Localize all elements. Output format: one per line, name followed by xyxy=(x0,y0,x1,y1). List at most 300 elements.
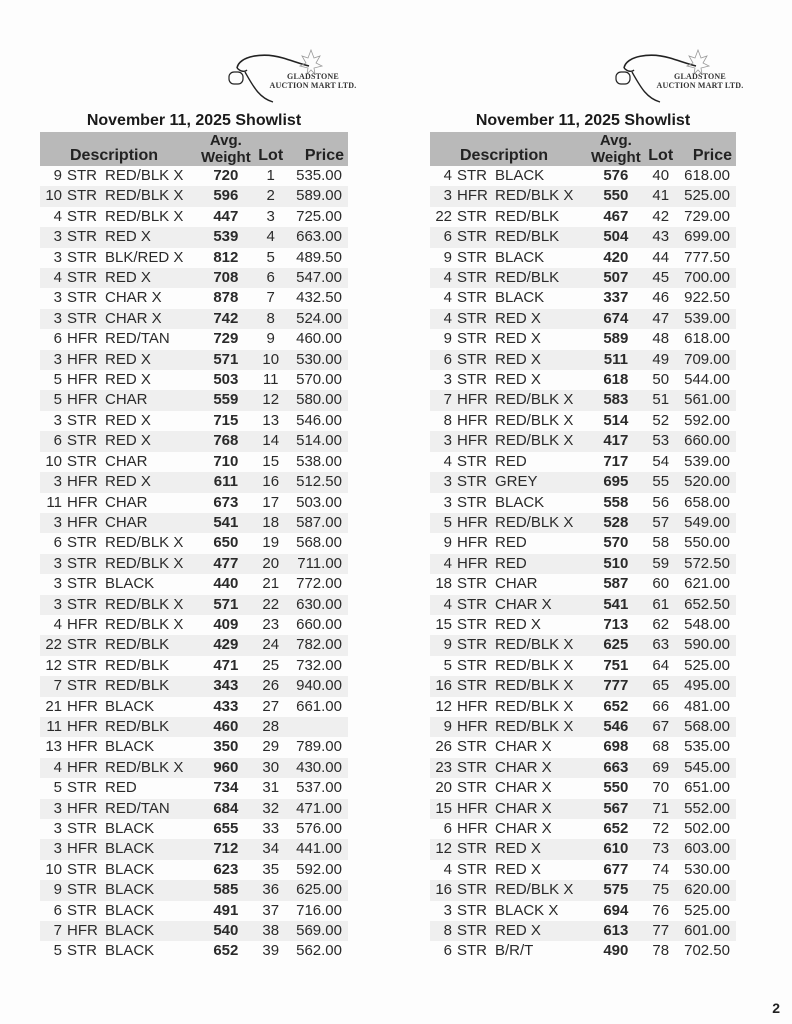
lot-number: 29 xyxy=(262,738,280,756)
sex-class: STR xyxy=(67,881,97,899)
sex-class: STR xyxy=(457,207,487,225)
table-row xyxy=(430,615,736,635)
price: 700.00 xyxy=(684,269,730,287)
head-count: 6 xyxy=(443,350,452,368)
color-desc: BLACK xyxy=(495,248,545,266)
head-count: 3 xyxy=(53,248,62,266)
avg-weight: 695 xyxy=(603,473,629,491)
price xyxy=(291,717,348,737)
table-header-row xyxy=(430,132,736,166)
price: 618.00 xyxy=(684,330,730,348)
sex-class: STR xyxy=(457,922,487,940)
head-count: 9 xyxy=(53,167,62,184)
sex-class: STR xyxy=(67,656,97,674)
table-row xyxy=(40,799,348,819)
price: 530.00 xyxy=(684,860,730,878)
color-desc: BLACK xyxy=(495,167,545,184)
avg-weight: 698 xyxy=(603,738,629,756)
sex-class: STR xyxy=(67,228,97,246)
head-count: 3 xyxy=(53,350,62,368)
color-desc: RED X xyxy=(495,309,541,327)
head-count: 5 xyxy=(53,779,62,797)
sex-class: STR xyxy=(457,371,487,389)
lot-number: 33 xyxy=(262,820,280,837)
price: 702.50 xyxy=(684,942,730,960)
sex-class: HFR xyxy=(67,717,98,735)
avg-weight: 460 xyxy=(213,717,239,735)
lot-number: 76 xyxy=(652,901,670,919)
lot-number: 27 xyxy=(262,697,280,715)
color-desc: B/R/T xyxy=(495,942,534,960)
lot-number: 55 xyxy=(652,473,670,491)
avg-weight: 618 xyxy=(603,371,629,389)
price: 460.00 xyxy=(296,330,342,348)
head-count: 3 xyxy=(53,840,62,858)
avg-weight: 611 xyxy=(213,473,238,491)
table-row xyxy=(430,860,736,880)
lot-number: 54 xyxy=(652,452,670,470)
header-price: Price xyxy=(692,146,732,164)
showlist-table-left xyxy=(40,132,348,962)
head-count: 9 xyxy=(443,330,452,348)
avg-weight: 960 xyxy=(213,758,239,776)
color-desc: RED/BLK X xyxy=(495,656,574,674)
avg-weight: 511 xyxy=(603,350,628,368)
table-row xyxy=(430,166,736,186)
logo-line-2: AUCTION MART LTD. xyxy=(269,81,357,90)
header-price: Price xyxy=(304,146,344,164)
lot-number: 44 xyxy=(652,248,670,266)
avg-weight: 650 xyxy=(213,534,239,552)
price: 562.00 xyxy=(296,942,342,960)
color-desc: RED/BLK X xyxy=(105,187,184,205)
avg-weight: 514 xyxy=(603,411,629,429)
head-count: 5 xyxy=(443,513,452,531)
avg-weight: 587 xyxy=(603,575,629,593)
color-desc: BLACK xyxy=(105,860,155,878)
head-count: 22 xyxy=(45,636,62,654)
lot-number: 73 xyxy=(652,840,670,858)
sex-class: STR xyxy=(67,187,97,205)
sex-class: STR xyxy=(457,840,487,858)
avg-weight: 610 xyxy=(603,840,629,858)
table-row xyxy=(430,513,736,533)
table-row xyxy=(430,676,736,696)
table-row xyxy=(430,533,736,553)
table-row xyxy=(430,227,736,247)
table-header-row xyxy=(40,132,348,166)
color-desc: CHAR xyxy=(105,513,148,531)
table-row xyxy=(40,452,348,472)
avg-weight: 420 xyxy=(603,248,629,266)
color-desc: RED/BLK xyxy=(105,636,170,654)
table-row xyxy=(40,778,348,798)
head-count: 4 xyxy=(53,207,62,225)
sex-class: HFR xyxy=(67,473,98,491)
color-desc: RED X xyxy=(495,350,541,368)
price: 430.00 xyxy=(296,758,342,776)
head-count: 4 xyxy=(443,309,452,327)
table-row xyxy=(40,901,348,921)
sex-class: STR xyxy=(67,452,97,470)
head-count: 3 xyxy=(53,513,62,531)
lot-number: 72 xyxy=(652,820,670,837)
sex-class: HFR xyxy=(67,391,98,409)
page-title: November 11, 2025 Showlist xyxy=(475,112,691,129)
price: 772.00 xyxy=(296,575,342,593)
price: 725.00 xyxy=(296,207,342,225)
avg-weight: 570 xyxy=(603,534,629,552)
lot-number: 66 xyxy=(652,697,670,715)
color-desc: RED/BLK X xyxy=(105,207,184,225)
sex-class: HFR xyxy=(67,330,98,348)
table-row xyxy=(430,288,736,308)
table-row xyxy=(430,329,736,349)
avg-weight: 742 xyxy=(213,309,239,327)
lot-number: 14 xyxy=(262,432,280,450)
avg-weight: 694 xyxy=(603,901,629,919)
lot-number: 56 xyxy=(652,493,670,511)
lot-number: 24 xyxy=(262,636,280,654)
header-avg: Avg. xyxy=(209,132,242,149)
lot-number: 5 xyxy=(266,248,275,266)
price: 661.00 xyxy=(296,697,342,715)
lot-number: 46 xyxy=(652,289,670,307)
color-desc: BLACK X xyxy=(495,901,559,919)
lot-number: 64 xyxy=(652,656,670,674)
price: 441.00 xyxy=(296,840,342,858)
price: 525.00 xyxy=(684,187,730,205)
table-row xyxy=(430,901,736,921)
table-row xyxy=(430,737,736,757)
header-lot: Lot xyxy=(258,146,284,164)
sex-class: STR xyxy=(457,309,487,327)
lot-number: 71 xyxy=(652,799,670,817)
sex-class: HFR xyxy=(457,799,488,817)
sex-class: STR xyxy=(457,350,487,368)
table-row xyxy=(430,309,736,329)
table-row xyxy=(430,350,736,370)
avg-weight: 710 xyxy=(213,452,239,470)
color-desc: CHAR X xyxy=(495,799,552,817)
table-row xyxy=(40,186,348,206)
head-count: 9 xyxy=(443,636,452,654)
avg-weight: 429 xyxy=(213,636,239,654)
table-row xyxy=(430,656,736,676)
sex-class: STR xyxy=(67,942,97,960)
sex-class: STR xyxy=(457,575,487,593)
head-count: 8 xyxy=(443,922,452,940)
sex-class: HFR xyxy=(67,350,98,368)
color-desc: RED X xyxy=(105,350,151,368)
lot-number: 65 xyxy=(652,677,670,695)
table-row xyxy=(40,921,348,941)
sex-class: STR xyxy=(457,289,487,307)
head-count: 23 xyxy=(435,758,452,776)
avg-weight: 539 xyxy=(213,228,239,246)
price: 603.00 xyxy=(684,840,730,858)
head-count: 3 xyxy=(53,799,62,817)
color-desc: RED xyxy=(495,554,527,572)
table-row xyxy=(430,595,736,615)
avg-weight: 510 xyxy=(603,554,629,572)
head-count: 3 xyxy=(53,575,62,593)
price: 544.00 xyxy=(684,371,730,389)
lot-number: 7 xyxy=(266,289,275,307)
sex-class: STR xyxy=(457,942,487,960)
head-count: 4 xyxy=(443,452,452,470)
avg-weight: 589 xyxy=(603,330,629,348)
header-description: Description xyxy=(70,146,159,164)
head-count: 16 xyxy=(435,881,452,899)
head-count: 9 xyxy=(443,717,452,735)
sex-class: STR xyxy=(457,595,487,613)
table-row xyxy=(40,248,348,268)
lot-number: 39 xyxy=(262,942,280,960)
table-row xyxy=(40,227,348,247)
table-row xyxy=(430,758,736,778)
price: 550.00 xyxy=(684,534,730,552)
lot-number: 43 xyxy=(652,228,670,246)
price: 777.50 xyxy=(684,248,730,266)
price: 481.00 xyxy=(684,697,730,715)
price: 530.00 xyxy=(296,350,342,368)
price: 589.00 xyxy=(296,187,342,205)
lot-number: 17 xyxy=(262,493,280,511)
lot-number: 74 xyxy=(652,860,670,878)
avg-weight: 541 xyxy=(213,513,239,531)
lot-number: 22 xyxy=(262,595,280,613)
price: 489.50 xyxy=(296,248,342,266)
color-desc: CHAR X xyxy=(495,820,552,837)
table-row xyxy=(430,574,736,594)
price: 620.00 xyxy=(684,881,730,899)
head-count: 3 xyxy=(443,187,452,205)
color-desc: RED/BLK X xyxy=(105,595,184,613)
sex-class: STR xyxy=(67,779,97,797)
table-row xyxy=(40,880,348,900)
sex-class: STR xyxy=(457,738,487,756)
sex-class: STR xyxy=(67,554,97,572)
head-count: 21 xyxy=(45,697,62,715)
lot-number: 15 xyxy=(262,452,280,470)
avg-weight: 652 xyxy=(603,820,629,837)
avg-weight: 447 xyxy=(213,207,239,225)
price: 621.00 xyxy=(684,575,730,593)
head-count: 7 xyxy=(443,391,452,409)
table-row xyxy=(430,431,736,451)
color-desc: BLACK xyxy=(495,289,545,307)
avg-weight: 477 xyxy=(213,554,239,572)
head-count: 3 xyxy=(53,595,62,613)
table-row xyxy=(40,472,348,492)
price: 514.00 xyxy=(296,432,342,450)
sex-class: STR xyxy=(67,534,97,552)
head-count: 3 xyxy=(443,371,452,389)
color-desc: BLACK xyxy=(105,901,155,919)
table-row xyxy=(430,778,736,798)
table-row xyxy=(430,554,736,574)
color-desc: RED X xyxy=(495,330,541,348)
table-row xyxy=(40,533,348,553)
lot-number: 36 xyxy=(262,881,280,899)
price: 711.00 xyxy=(297,554,342,572)
sex-class: HFR xyxy=(67,513,98,531)
lot-number: 26 xyxy=(262,677,280,695)
head-count: 4 xyxy=(53,269,62,287)
header-weight: Weight xyxy=(591,149,641,166)
head-count: 4 xyxy=(53,758,62,776)
sex-class: HFR xyxy=(457,534,488,552)
head-count: 3 xyxy=(53,228,62,246)
lot-number: 35 xyxy=(262,860,280,878)
head-count: 4 xyxy=(443,554,452,572)
avg-weight: 528 xyxy=(603,513,629,531)
head-count: 6 xyxy=(53,432,62,450)
price: 732.00 xyxy=(296,656,342,674)
avg-weight: 663 xyxy=(603,758,629,776)
sex-class: STR xyxy=(457,656,487,674)
table-row xyxy=(430,839,736,859)
table-row xyxy=(430,207,736,227)
sex-class: HFR xyxy=(67,738,98,756)
color-desc: RED X xyxy=(105,432,151,450)
table-row xyxy=(40,207,348,227)
sex-class: STR xyxy=(67,901,97,919)
header-description: Description xyxy=(460,146,549,164)
sex-class: STR xyxy=(67,207,97,225)
table-row xyxy=(40,390,348,410)
price: 663.00 xyxy=(296,228,342,246)
avg-weight: 337 xyxy=(603,289,629,307)
lot-number: 59 xyxy=(652,554,670,572)
showlist-table-right xyxy=(430,132,736,962)
price: 940.00 xyxy=(296,677,342,695)
head-count: 12 xyxy=(435,697,452,715)
avg-weight: 571 xyxy=(213,350,239,368)
sex-class: STR xyxy=(457,330,487,348)
head-count: 10 xyxy=(45,187,62,205)
color-desc: RED xyxy=(495,534,527,552)
table-row xyxy=(40,737,348,757)
logo-line-2: AUCTION MART LTD. xyxy=(656,81,744,90)
head-count: 6 xyxy=(53,330,62,348)
avg-weight: 812 xyxy=(213,248,239,266)
table-row xyxy=(430,921,736,941)
price: 525.00 xyxy=(684,656,730,674)
color-desc: RED/BLK X xyxy=(495,187,574,205)
sex-class: HFR xyxy=(457,513,488,531)
avg-weight: 878 xyxy=(213,289,239,307)
head-count: 26 xyxy=(435,738,452,756)
table-row xyxy=(430,390,736,410)
price: 539.00 xyxy=(684,452,730,470)
avg-weight: 673 xyxy=(213,493,239,511)
sex-class: STR xyxy=(67,167,97,184)
color-desc: RED/TAN xyxy=(105,799,170,817)
header-avg-weight xyxy=(591,132,641,166)
sex-class: HFR xyxy=(457,432,488,450)
lot-number: 47 xyxy=(652,309,670,327)
table-row xyxy=(40,493,348,513)
table-row xyxy=(430,472,736,492)
head-count: 22 xyxy=(435,207,452,225)
color-desc: CHAR xyxy=(495,575,538,593)
price: 592.00 xyxy=(296,860,342,878)
color-desc: RED/BLK X xyxy=(495,432,574,450)
avg-weight: 625 xyxy=(603,636,629,654)
logo-line-1: GLADSTONE xyxy=(287,72,339,81)
head-count: 15 xyxy=(435,615,452,633)
lot-number: 60 xyxy=(652,575,670,593)
head-count: 3 xyxy=(53,820,62,837)
page-title: November 11, 2025 Showlist xyxy=(86,112,302,129)
lot-number: 78 xyxy=(652,942,670,960)
avg-weight: 655 xyxy=(213,820,239,837)
table-body-right xyxy=(430,166,736,962)
head-count: 16 xyxy=(435,677,452,695)
avg-weight: 583 xyxy=(603,391,629,409)
price: 538.00 xyxy=(296,452,342,470)
avg-weight: 715 xyxy=(213,411,239,429)
color-desc: CHAR X xyxy=(495,779,552,797)
color-desc: RED/BLK xyxy=(495,207,560,225)
avg-weight: 652 xyxy=(603,697,629,715)
color-desc: RED X xyxy=(105,411,151,429)
head-count: 3 xyxy=(443,432,452,450)
color-desc: BLACK xyxy=(105,922,155,940)
table-row xyxy=(40,595,348,615)
header-lot: Lot xyxy=(648,146,674,164)
avg-weight: 684 xyxy=(213,799,239,817)
sex-class: STR xyxy=(67,677,97,695)
price: 630.00 xyxy=(296,595,342,613)
head-count: 5 xyxy=(53,371,62,389)
color-desc: RED/BLK X xyxy=(105,534,184,552)
sex-class: HFR xyxy=(67,840,98,858)
lot-number: 13 xyxy=(262,411,280,429)
avg-weight: 467 xyxy=(603,207,629,225)
avg-weight: 729 xyxy=(213,330,239,348)
table-row xyxy=(430,411,736,431)
color-desc: RED/BLK X xyxy=(495,697,574,715)
color-desc: RED/BLK X xyxy=(105,167,184,184)
head-count: 9 xyxy=(53,881,62,899)
avg-weight: 596 xyxy=(213,187,239,205)
avg-weight: 768 xyxy=(213,432,239,450)
price: 503.00 xyxy=(296,493,342,511)
avg-weight: 585 xyxy=(213,881,239,899)
table-row xyxy=(40,513,348,533)
table-row xyxy=(430,697,736,717)
lot-number: 51 xyxy=(652,391,670,409)
head-count: 12 xyxy=(45,656,62,674)
color-desc: RED X xyxy=(495,371,541,389)
color-desc: RED X xyxy=(495,860,541,878)
color-desc: CHAR X xyxy=(495,595,552,613)
lot-number: 61 xyxy=(652,595,670,613)
price: 625.00 xyxy=(296,881,342,899)
sex-class: STR xyxy=(457,473,487,491)
avg-weight: 540 xyxy=(213,922,239,940)
lot-number: 77 xyxy=(652,922,670,940)
price: 552.00 xyxy=(684,799,730,817)
sex-class: STR xyxy=(67,636,97,654)
lot-number: 58 xyxy=(652,534,670,552)
color-desc: CHAR X xyxy=(495,758,552,776)
logo-line-1: GLADSTONE xyxy=(674,72,726,81)
table-row xyxy=(430,941,736,961)
